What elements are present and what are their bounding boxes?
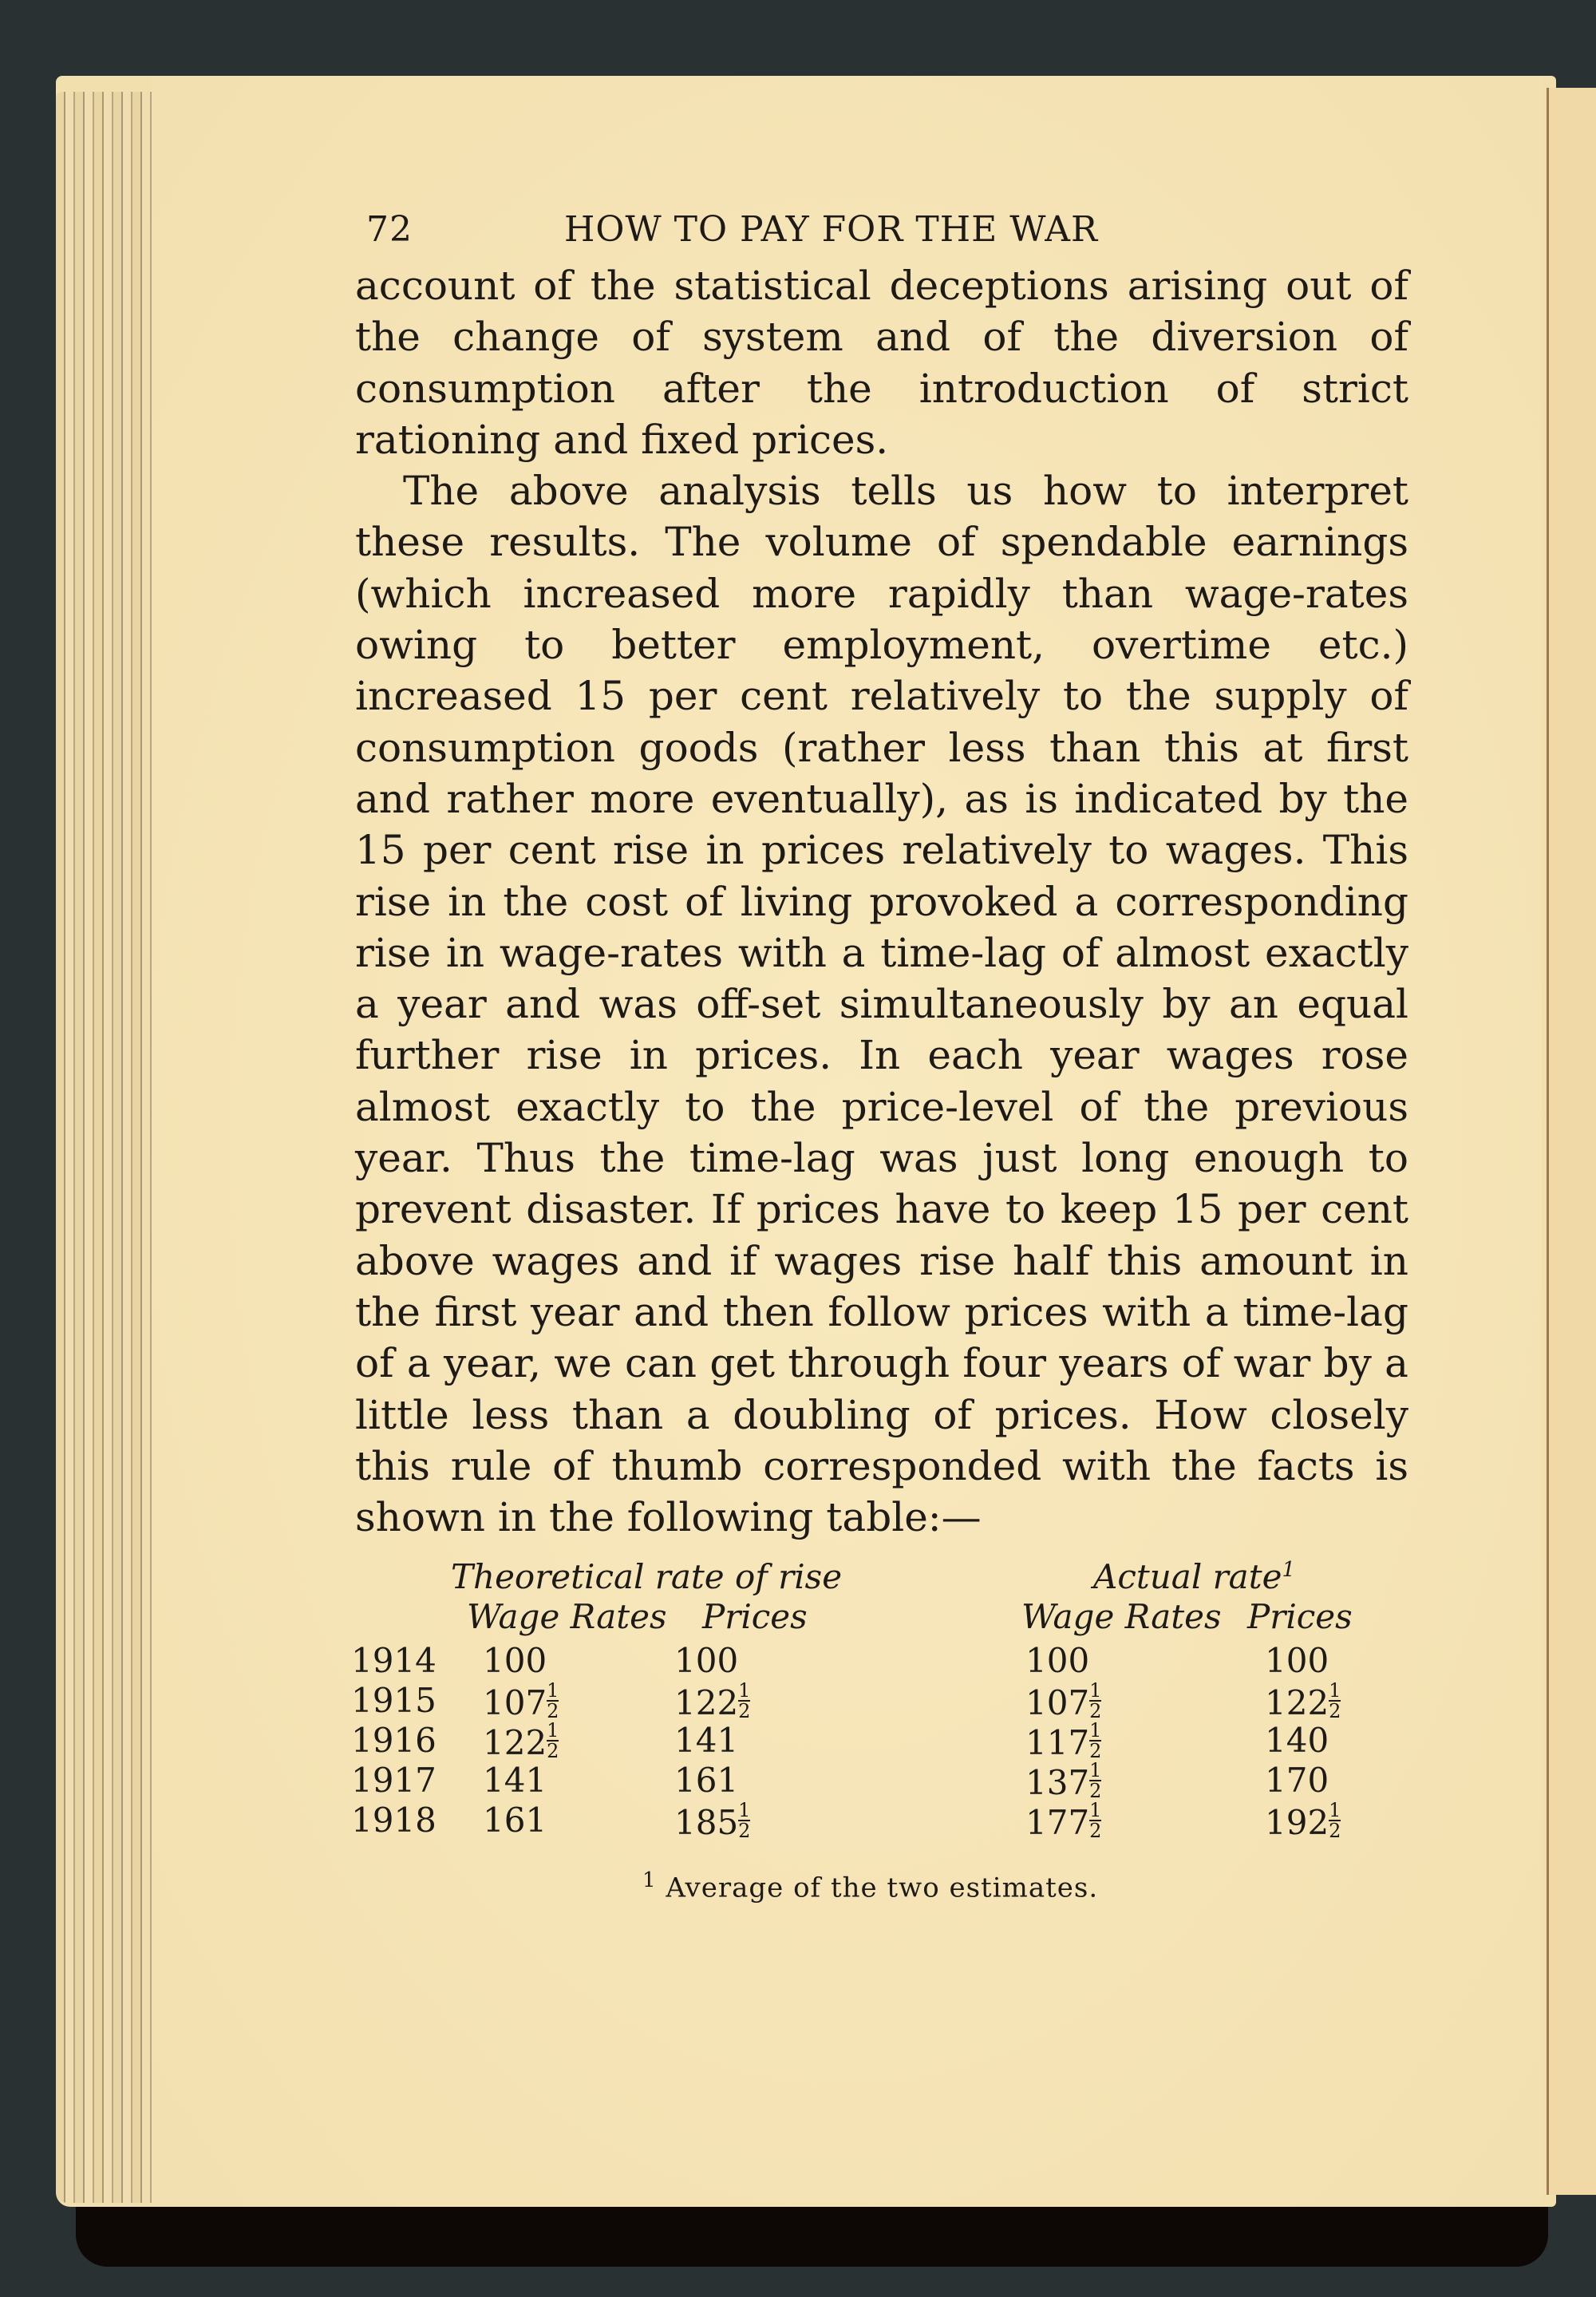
facing-page-edge [1549,88,1596,2195]
half-fraction: $\frac{1}{2}$ [738,1679,751,1723]
half-fraction: $\frac{1}{2}$ [547,1679,559,1723]
actual-wages-cell: 177 $\frac{1}{2}$ [1025,1799,1102,1843]
actual-prices-cell: 170 [1265,1761,1329,1801]
year-cell: 1918 [351,1801,437,1840]
body-text [355,260,1408,1543]
actual-wages-cell: 100 [1025,1641,1090,1681]
footnote-mark: 1 [1282,1558,1296,1583]
half-fraction: $\frac{1}{2}$ [1329,1799,1341,1843]
theoretical-prices-cell: 141 [674,1721,739,1761]
half-fraction: $\frac{1}{2}$ [1329,1679,1341,1723]
half-fraction: $\frac{1}{2}$ [1089,1799,1102,1843]
actual-prices-cell: 100 [1265,1641,1329,1681]
year-cell: 1916 [351,1721,437,1761]
running-title: HOW TO PAY FOR THE WAR [564,209,1099,250]
column-header: Prices [702,1597,808,1637]
theoretical-prices-cell: 185 $\frac{1}{2}$ [674,1799,751,1843]
theoretical-prices-cell: 161 [674,1761,739,1801]
group-header-actual-label: Actual rate [1093,1557,1282,1597]
half-fraction: $\frac{1}{2}$ [547,1719,559,1763]
actual-prices-cell: 192 $\frac{1}{2}$ [1265,1799,1341,1843]
half-fraction: $\frac{1}{2}$ [1089,1759,1102,1803]
half-fraction: $\frac{1}{2}$ [1089,1719,1102,1763]
column-header: Wage Rates [1021,1597,1222,1637]
paragraph: account of the statistical deceptions arising out of the change of system and of the diversion of consumption after the introduction of strict rationing and fixed prices. [355,263,1408,463]
paragraph: The above analysis tells us how to interpret these results. The volume of spendable earnings (which increased more rapidly than wage-rates owing to better employment, overtime etc.) increased 15 per cent relatively to the supply of consumption goods (rather less than this at first and rather more eventually), as is indicated by the 15 per cent rise in prices relatively to wages. This rise in the cost of living provoked a corresponding rise in wage-rates with a time-lag of almost exactly a year and was off-set simultaneously by an equal further rise in prices. In each year wages rose almost exactly to the price-level of the previous year. Thus the time-lag was just long enough to prevent disaster. If prices have to keep 15 per cent above wages and if wages rise half this amount in the first year and then follow prices with a time-lag of a year, we can get through four years of war by a little less than a doubling of prices. How closely this rule of thumb corresponded with the facts is shown in the following table:— [355,468,1408,1541]
running-head [355,209,1408,260]
footnote [642,1868,1098,1904]
page-content [351,209,1408,1904]
page-number: 72 [366,209,413,250]
actual-prices-cell: 122 $\frac{1}{2}$ [1265,1679,1341,1723]
theoretical-wages-cell: 107 $\frac{1}{2}$ [483,1679,559,1723]
column-header: Wage Rates [467,1597,667,1637]
column-header: Prices [1247,1597,1353,1637]
group-header-theoretical: Theoretical rate of rise [451,1557,843,1597]
actual-wages-cell: 117 $\frac{1}{2}$ [1025,1719,1102,1763]
actual-prices-cell: 140 [1265,1721,1329,1761]
year-cell: 1914 [351,1641,437,1681]
wage-price-table [351,1557,1408,1904]
footnote-mark: 1 [642,1868,657,1893]
year-cell: 1915 [351,1681,437,1721]
theoretical-wages-cell: 141 [483,1761,547,1801]
actual-wages-cell: 107 $\frac{1}{2}$ [1025,1679,1102,1723]
group-header-actual [1093,1557,1295,1596]
year-cell: 1917 [351,1761,437,1801]
theoretical-prices-cell: 122 $\frac{1}{2}$ [674,1679,751,1723]
theoretical-wages-cell: 100 [483,1641,547,1681]
theoretical-wages-cell: 161 [483,1801,547,1840]
theoretical-wages-cell: 122 $\frac{1}{2}$ [483,1719,559,1763]
half-fraction: $\frac{1}{2}$ [738,1799,751,1843]
actual-wages-cell: 137 $\frac{1}{2}$ [1025,1759,1102,1803]
footnote-text: Average of the two estimates. [666,1872,1099,1904]
theoretical-prices-cell: 100 [674,1641,739,1681]
half-fraction: $\frac{1}{2}$ [1089,1679,1102,1723]
page-edges [56,92,160,2203]
